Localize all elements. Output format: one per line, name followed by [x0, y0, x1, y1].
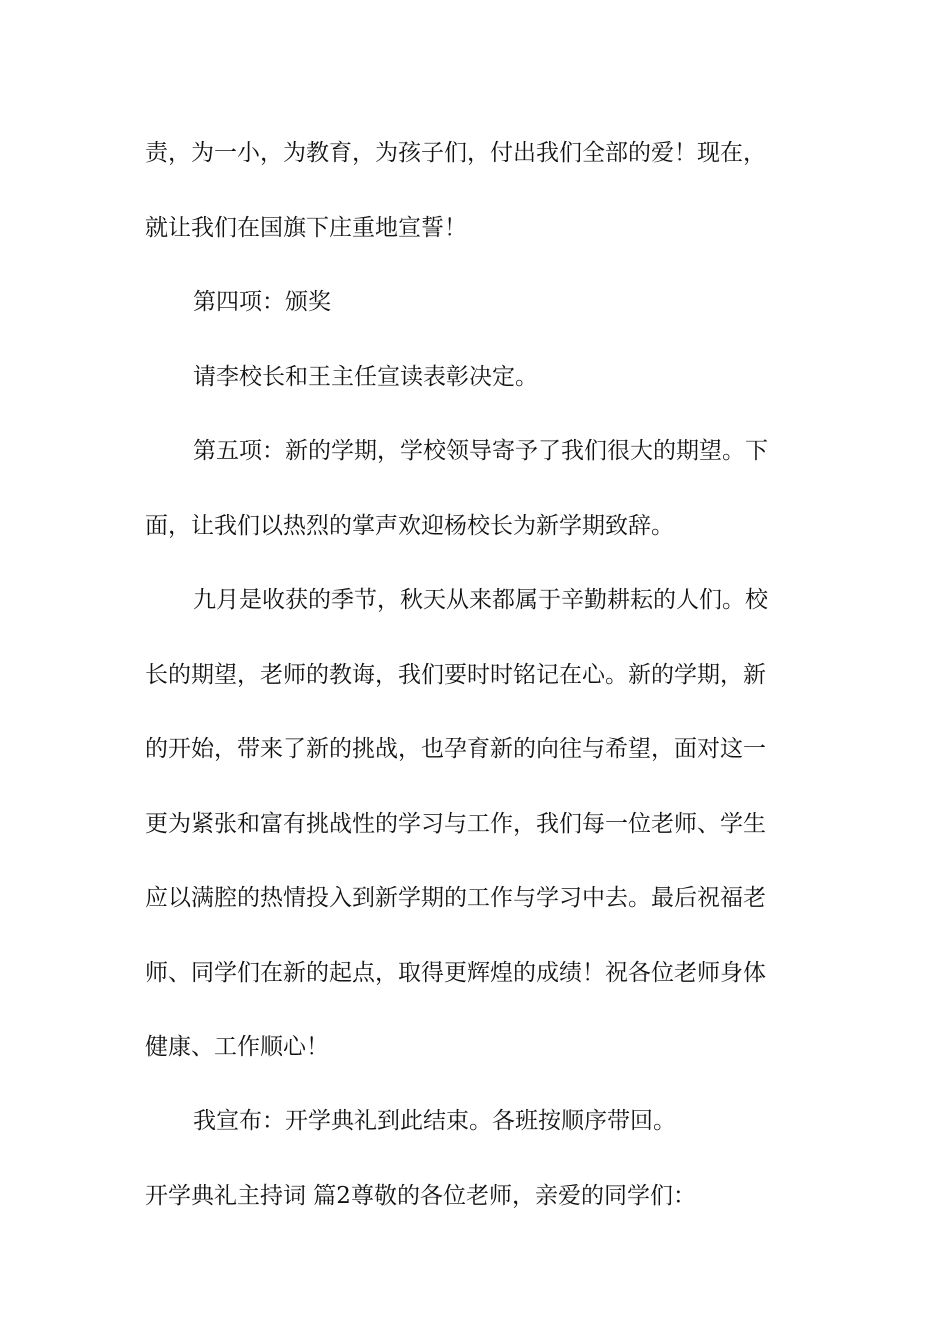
text-line: 的开始，带来了新的挑战，也孕育新的向往与希望，面对这一: [145, 736, 766, 762]
text-line: 第五项：新的学期，学校领导寄予了我们很大的期望。下: [193, 438, 768, 464]
section-heading: 开学典礼主持词 篇2尊敬的各位老师，亲爱的同学们：: [145, 1183, 696, 1209]
text-line: 应以满腔的热情投入到新学期的工作与学习中去。最后祝福老: [145, 885, 766, 911]
text-line: 责，为一小，为教育，为孩子们，付出我们全部的爱！现在，: [145, 140, 766, 166]
text-line: 九月是收获的季节，秋天从来都属于辛勤耕耘的人们。校: [193, 587, 768, 613]
text-line: 健康、工作顺心！: [145, 1034, 329, 1060]
text-line: 更为紧张和富有挑战性的学习与工作，我们每一位老师、学生: [145, 811, 766, 837]
text-line: 我宣布：开学典礼到此结束。各班按顺序带回。: [193, 1108, 676, 1134]
text-line: 长的期望，老师的教诲，我们要时时铭记在心。新的学期，新: [145, 662, 766, 688]
text-line: 面，让我们以热烈的掌声欢迎杨校长为新学期致辞。: [145, 513, 674, 539]
text-line: 师、同学们在新的起点，取得更辉煌的成绩！祝各位老师身体: [145, 960, 766, 986]
text-line: 请李校长和王主任宣读表彰决定。: [193, 364, 538, 390]
text-line: 就让我们在国旗下庄重地宣誓！: [145, 215, 467, 241]
section-heading: 第四项：颁奖: [193, 289, 331, 315]
